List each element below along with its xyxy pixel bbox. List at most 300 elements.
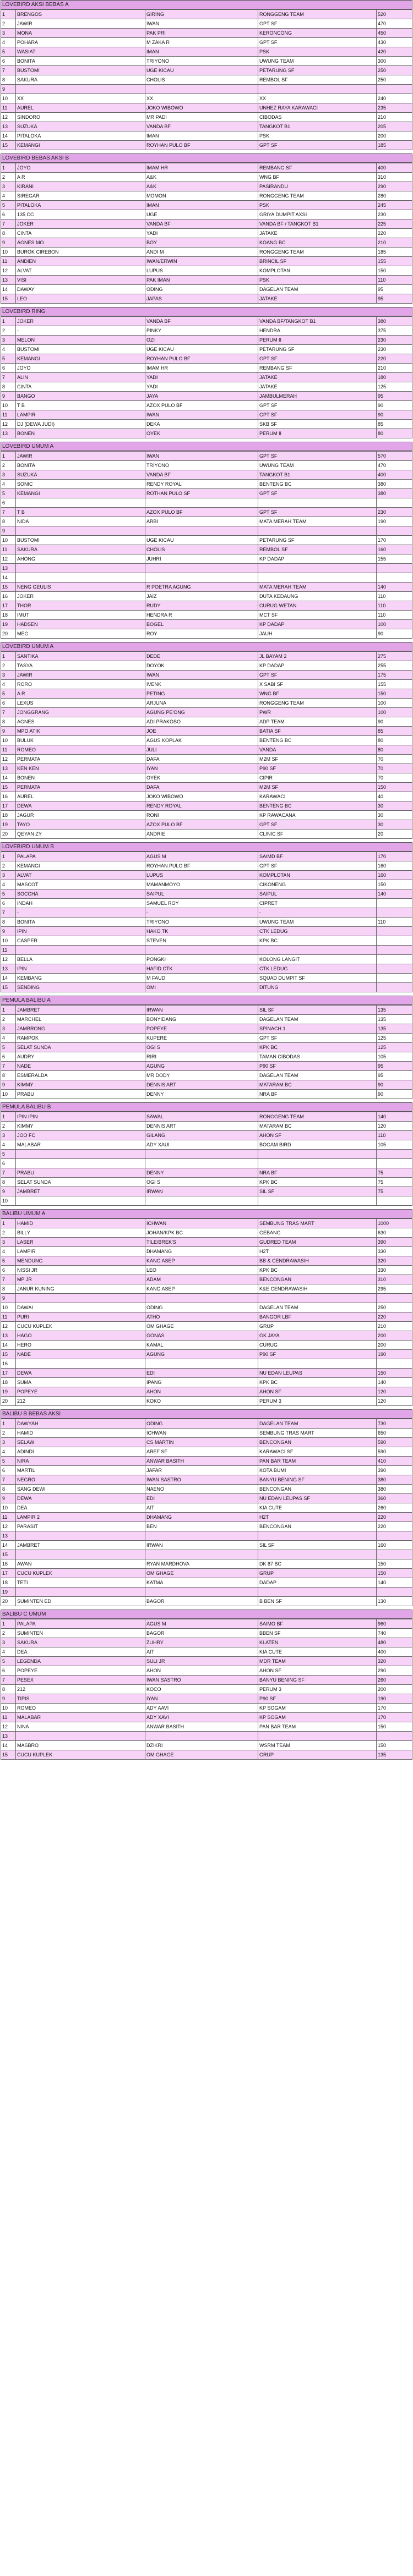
rank-cell: 2 [1,1122,16,1131]
class-section [1,0,412,150]
owner-cell: AZOX PULO BF [145,508,258,517]
bird-name-cell: HERO [16,1341,145,1350]
table-row [1,554,412,564]
rank-cell: 8 [1,1485,16,1494]
rank-cell: 19 [1,1387,16,1397]
team-cell: PERUM II [258,429,377,438]
owner-cell: PAK IMAN [145,276,258,285]
bird-name-cell [16,946,145,955]
points-cell: 80 [377,429,412,438]
team-cell: NU EDAN LEUPAS [258,1369,377,1378]
table-row [1,382,412,392]
points-cell: 190 [377,517,412,526]
points-cell: 140 [377,1378,412,1387]
team-cell: KP DADAP [258,661,377,671]
bird-name-cell: CUCU KUPLEK [16,1322,145,1331]
team-cell [258,1531,377,1541]
team-cell: GPT SF [258,401,377,410]
team-cell: CIBODAS [258,113,377,122]
points-cell: 200 [377,131,412,141]
table-row [1,592,412,601]
team-cell: HENDRA [258,326,377,336]
rank-cell: 7 [1,908,16,918]
team-cell: P90 SF [258,1350,377,1359]
table-row [1,94,412,103]
table-row [1,85,412,94]
table-row [1,1196,412,1206]
owner-cell: AREF SF [145,1447,258,1457]
table-row [1,820,412,830]
team-cell: - [258,908,377,918]
owner-cell: PETING [145,689,258,699]
points-cell: 170 [377,1713,412,1722]
owner-cell: MR DODY [145,1071,258,1080]
bird-name-cell: VISI [16,276,145,285]
rank-cell: 6 [1,1159,16,1168]
bird-name-cell: JAMBRET [16,1541,145,1550]
team-cell: BB & CENDRAWASIH [258,1256,377,1266]
table-row [1,1741,412,1750]
table-row [1,983,412,992]
class-title: BALIBU UMUM A [1,1209,412,1218]
rank-cell: 8 [1,75,16,85]
bird-name-cell: POPEYE [16,1666,145,1676]
rank-cell: 4 [1,1140,16,1150]
bird-name-cell: JANUR KUNING [16,1284,145,1294]
bird-name-cell: BANGO [16,392,145,401]
bird-name-cell: DAWAY [16,285,145,294]
bird-name-cell: PITALOKA [16,201,145,210]
rank-cell: 11 [1,946,16,955]
points-cell: 230 [377,336,412,345]
points-cell: 225 [377,219,412,229]
points-cell: 170 [377,1704,412,1713]
team-cell: PSK [258,47,377,57]
rank-cell: 10 [1,94,16,103]
points-cell: 480 [377,1638,412,1647]
points-cell [377,526,412,536]
rank-cell: 7 [1,1475,16,1485]
rank-cell: 4 [1,880,16,889]
owner-cell: DENNY [145,1090,258,1099]
team-cell: CTK LEDUG [258,927,377,936]
owner-cell [145,1732,258,1741]
owner-cell: VANDA BF [145,122,258,131]
points-cell: 140 [377,583,412,592]
points-cell: 175 [377,671,412,680]
table-row [1,1541,412,1550]
owner-cell: ZUHRY [145,1638,258,1647]
standings-table [1,316,412,438]
points-cell: 960 [377,1619,412,1629]
bird-name-cell: KEMANGI [16,861,145,871]
owner-cell: VANDA BF [145,470,258,480]
rank-cell: 20 [1,830,16,839]
standings-table [1,1005,412,1099]
points-cell [377,964,412,974]
rank-cell: 2 [1,1429,16,1438]
bird-name-cell: HAMID [16,1429,145,1438]
team-cell: GPT SF [258,671,377,680]
points-cell: 275 [377,652,412,661]
bird-name-cell: SAKURA [16,75,145,85]
rank-cell: 7 [1,1676,16,1685]
owner-cell: ADAM [145,1275,258,1284]
table-row [1,918,412,927]
owner-cell: JULI [145,745,258,755]
class-section [1,996,412,1099]
table-row [1,946,412,955]
team-cell: PSK [258,201,377,210]
bird-name-cell: MASBRO [16,1741,145,1750]
points-cell: 220 [377,1312,412,1322]
points-cell: 140 [377,1112,412,1122]
owner-cell: HENDRA R [145,611,258,620]
points-cell: 100 [377,620,412,629]
rank-cell: 9 [1,526,16,536]
owner-cell [145,526,258,536]
team-cell: JATAKE [258,229,377,238]
bird-name-cell [16,1159,145,1168]
table-row [1,113,412,122]
points-cell: 250 [377,75,412,85]
owner-cell [145,1150,258,1159]
table-row [1,689,412,699]
rank-cell: 18 [1,1578,16,1588]
owner-cell: DENNY [145,1168,258,1178]
team-cell: SIL SF [258,1541,377,1550]
points-cell: 170 [377,852,412,861]
bird-name-cell: JOYO [16,163,145,173]
table-row [1,517,412,526]
team-cell: REMBANG SF [258,163,377,173]
owner-cell: DOYOK [145,661,258,671]
owner-cell: UGE KICAU [145,66,258,75]
rank-cell: 7 [1,508,16,517]
team-cell: BOGAM BIRD [258,1140,377,1150]
rank-cell: 15 [1,583,16,592]
points-cell: 400 [377,163,412,173]
owner-cell: BAGOR [145,1597,258,1606]
owner-cell: BONYIDANG [145,1015,258,1024]
rank-cell: 13 [1,1331,16,1341]
team-cell: JAMBULMERAH [258,392,377,401]
points-cell: 250 [377,1303,412,1312]
standings-table [1,451,412,639]
table-row [1,373,412,382]
team-cell: PETARUNG SF [258,66,377,75]
rank-cell: 4 [1,480,16,489]
owner-cell: ANWAR BASITH [145,1722,258,1732]
owner-cell: - [145,908,258,918]
table-row [1,1275,412,1284]
bird-name-cell: A R [16,173,145,182]
bird-name-cell: DEWA [16,1494,145,1503]
owner-cell: BAGOR [145,1629,258,1638]
rank-cell: 6 [1,899,16,908]
owner-cell: ROYHAN PULO BF [145,861,258,871]
rank-cell: 10 [1,736,16,745]
owner-cell: M ZAKA R [145,38,258,47]
owner-cell: MAMANMOYO [145,880,258,889]
bird-name-cell: - [16,326,145,336]
bird-name-cell: LEXUS [16,699,145,708]
points-cell: 150 [377,1369,412,1378]
owner-cell: ODING [145,1303,258,1312]
table-row [1,1629,412,1638]
rank-cell: 3 [1,671,16,680]
table-row [1,974,412,983]
team-cell: SKB SF [258,420,377,429]
owner-cell: IWAN SASTRO [145,1475,258,1485]
table-row [1,470,412,480]
owner-cell: DEKA [145,420,258,429]
owner-cell: SAIPUL [145,889,258,899]
owner-cell: KATMA [145,1578,258,1588]
owner-cell: GONAS [145,1331,258,1341]
owner-cell: IWAN [145,19,258,29]
bird-name-cell: ROMEO [16,1704,145,1713]
table-row [1,620,412,629]
rank-cell: 14 [1,1541,16,1550]
bird-name-cell: DEA [16,1647,145,1657]
team-cell [258,1150,377,1159]
rank-cell: 12 [1,755,16,764]
rank-cell: 3 [1,871,16,880]
bird-name-cell: JOYO [16,364,145,373]
rank-cell: 9 [1,1494,16,1503]
bird-name-cell: DEWA [16,1369,145,1378]
bird-name-cell: AGNES MO [16,238,145,248]
points-cell: 180 [377,373,412,382]
standings-table [1,1112,412,1206]
table-row [1,1071,412,1080]
table-row [1,480,412,489]
owner-cell: SAWAL [145,1112,258,1122]
table-row [1,1247,412,1256]
bird-name-cell: BONEN [16,429,145,438]
points-cell: 160 [377,1541,412,1550]
table-row [1,611,412,620]
bird-name-cell: BELLA [16,955,145,964]
rank-cell: 1 [1,163,16,173]
team-cell: GRUP [258,1322,377,1331]
rank-cell: 4 [1,1447,16,1457]
rank-cell: 7 [1,708,16,717]
rank-cell: 2 [1,1015,16,1024]
bird-name-cell: IMUT [16,611,145,620]
table-row [1,210,412,219]
team-cell: ADP TEAM [258,717,377,727]
bird-name-cell: PALAPA [16,852,145,861]
rank-cell: 15 [1,141,16,150]
points-cell: 730 [377,1419,412,1429]
rank-cell: 1 [1,10,16,19]
owner-cell: ROYHAN PULO BF [145,354,258,364]
bird-name-cell: LASER [16,1238,145,1247]
team-cell: GPT SF [258,38,377,47]
table-row [1,1359,412,1369]
points-cell: 430 [377,38,412,47]
owner-cell: KANG ASEP [145,1256,258,1266]
bird-name-cell [16,526,145,536]
team-cell: KPK BC [258,1178,377,1187]
bird-name-cell: 212 [16,1397,145,1406]
team-cell: KP SOGAM [258,1713,377,1722]
team-cell: MATA MERAH TEAM [258,517,377,526]
table-row [1,29,412,38]
points-cell: 470 [377,19,412,29]
bird-name-cell: SUMINTEN ED [16,1597,145,1606]
owner-cell: CHOLIS [145,545,258,554]
team-cell: SEMBUNG TRAS MART [258,1219,377,1228]
bird-name-cell: BUSTOMI [16,536,145,545]
points-cell: 230 [377,508,412,517]
rank-cell: 2 [1,19,16,29]
owner-cell [145,1531,258,1541]
table-row [1,1732,412,1741]
rank-cell: 6 [1,1052,16,1062]
rank-cell: 1 [1,1219,16,1228]
bird-name-cell: ALVAT [16,266,145,276]
points-cell: 380 [377,1485,412,1494]
bird-name-cell: KEN KEN [16,764,145,773]
team-cell [258,573,377,583]
points-cell: 75 [377,1187,412,1196]
rank-cell: 8 [1,1178,16,1187]
team-cell [258,1196,377,1206]
class-section [1,1102,412,1206]
table-row [1,66,412,75]
points-cell: 260 [377,1676,412,1685]
bird-name-cell [16,498,145,508]
table-row [1,38,412,47]
team-cell: CTK LEDUG [258,964,377,974]
rank-cell: 6 [1,699,16,708]
team-cell: SAIMD BF [258,852,377,861]
points-cell: 140 [377,1578,412,1588]
bird-name-cell: KEMANGI [16,354,145,364]
rank-cell: 4 [1,680,16,689]
team-cell: CIPIR [258,773,377,783]
table-row [1,1694,412,1704]
points-cell [377,498,412,508]
owner-cell: EDI [145,1369,258,1378]
owner-cell: PINKY [145,326,258,336]
rank-cell: 11 [1,103,16,113]
owner-cell: RUDY [145,601,258,611]
rank-cell: 6 [1,57,16,66]
bird-name-cell: BUROK CIREBON [16,248,145,257]
team-cell: TANGKOT B1 [258,470,377,480]
points-cell: 125 [377,1043,412,1052]
rank-cell: 8 [1,918,16,927]
team-cell [258,1732,377,1741]
owner-cell: OYEK [145,429,258,438]
table-row [1,103,412,113]
team-cell: KOMPLOTAN [258,871,377,880]
table-row [1,661,412,671]
owner-cell: JUHRI [145,554,258,564]
table-row [1,1569,412,1578]
table-row [1,1187,412,1196]
points-cell: 570 [377,452,412,461]
points-cell: 290 [377,182,412,191]
rank-cell: 1 [1,452,16,461]
bird-name-cell: SUMA [16,1378,145,1387]
rank-cell: 17 [1,801,16,811]
table-row [1,1597,412,1606]
points-cell: 135 [377,1006,412,1015]
points-cell: 90 [377,629,412,639]
bird-name-cell: MENDUNG [16,1256,145,1266]
points-cell: 1000 [377,1219,412,1228]
rank-cell: 3 [1,182,16,191]
table-row [1,266,412,276]
rank-cell: 15 [1,783,16,792]
points-cell: 380 [377,317,412,326]
team-cell: BANYU BENING SF [258,1475,377,1485]
team-cell: KP SOGAM [258,1704,377,1713]
rank-cell: 15 [1,1350,16,1359]
table-row [1,880,412,889]
table-row [1,1657,412,1666]
owner-cell: AHON [145,1666,258,1676]
rank-cell: 10 [1,1090,16,1099]
bird-name-cell: MASCOT [16,880,145,889]
class-title: LOVEBIRD UMUM A [1,642,412,651]
team-cell: AHON SF [258,1666,377,1676]
bird-name-cell: PRABU [16,1168,145,1178]
rank-cell: 10 [1,1303,16,1312]
bird-name-cell: SELAT SUNDA [16,1043,145,1052]
table-row [1,1168,412,1178]
rank-cell: 9 [1,927,16,936]
owner-cell [145,1550,258,1559]
rank-cell: 13 [1,764,16,773]
points-cell: 85 [377,727,412,736]
bird-name-cell: SUZUKA [16,122,145,131]
owner-cell: ATHO [145,1312,258,1322]
standings-table [1,1619,412,1760]
bird-name-cell: JOKER [16,317,145,326]
points-cell: 95 [377,1071,412,1080]
table-row [1,191,412,201]
rank-cell: 3 [1,470,16,480]
owner-cell: AHON [145,1387,258,1397]
table-row [1,1331,412,1341]
points-cell: 250 [377,66,412,75]
owner-cell: LUPUS [145,871,258,880]
table-row [1,927,412,936]
owner-cell: HAFID CTK [145,964,258,974]
table-row [1,526,412,536]
points-cell: 90 [377,1080,412,1090]
bird-name-cell [16,85,145,94]
bird-name-cell: T B [16,401,145,410]
rank-cell: 7 [1,1275,16,1284]
owner-cell: GIRING [145,10,258,19]
rank-cell: 20 [1,1397,16,1406]
owner-cell [145,573,258,583]
rank-cell: 2 [1,1228,16,1238]
bird-name-cell [16,1588,145,1597]
owner-cell: DENNIS ART [145,1122,258,1131]
team-cell [258,1359,377,1369]
team-cell: KP RAWACANA [258,811,377,820]
bird-name-cell: BUSTOMI [16,345,145,354]
team-cell: TAMAN CIBODAS [258,1052,377,1062]
